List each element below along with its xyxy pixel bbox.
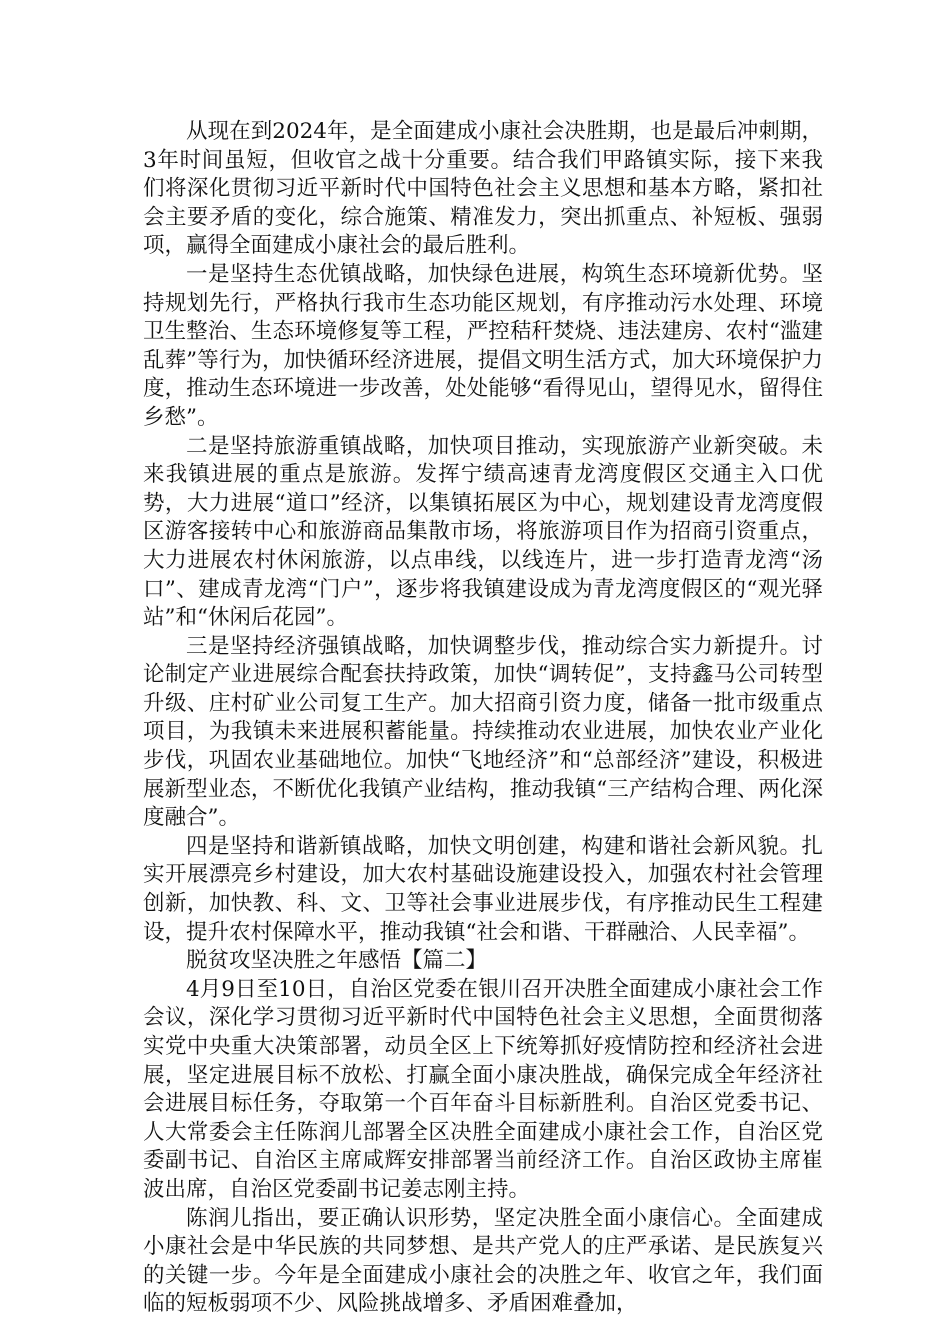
paragraph-economy-strategy: 三是坚持经济强镇战略，加快调整步伐，推动综合实力新提升。讨论制定产业进展综合配套扶持政策，加快“调转促”，支持鑫马公司转型升级、庄村矿业公司复工生产。加大招商引资力度，储备一批市级重点项目，为我镇未来进展积蓄能量。持续推动农业进展，加快农业产业化步伐，巩固农业基础地位。加快“飞地经济”和“总部经济”建设，积极进展新型业态，不断优化我镇产业结构，推动我镇“三产结构合理、两化深度融合”。 (143, 633, 823, 831)
paragraph-chen-runer: 陈润儿指出，要正确认识形势，坚定决胜全面小康信心。全面建成小康社会是中华民族的共同梦想、是共产党人的庄严承诺、是民族复兴的关键一步。今年是全面建成小康社会的决胜之年、收官之年，我们面临的短板弱项不少、风险挑战增多、矛盾困难叠加， (143, 1205, 823, 1317)
paragraph-ecology-strategy: 一是坚持生态优镇战略，加快绿色进展，构筑生态环境新优势。坚持规划先行，严格执行我市生态功能区规划，有序推动污水处理、环境卫生整治、生态环境修复等工程，严控秸秆焚烧、违法建房、农村“滥建乱葬”等行为，加快循环经济进展，提倡文明生活方式，加大环境保护力度，推动生态环境进一步改善，处处能够“看得见山，望得见水，留得住乡愁”。 (143, 261, 823, 430)
paragraph-harmony-strategy: 四是坚持和谐新镇战略，加快文明创建，构建和谐社会新风貌。扎实开展漂亮乡村建设，加大农村基础设施建设投入，加强农村社会管理创新，加快教、科、文、卫等社会事业进展步伐，有序推动民生工程建设，提升农村保障水平，推动我镇“社会和谐、干群融洽、人民幸福”。 (143, 833, 823, 945)
paragraph-meeting: 4月9日至10日，自治区党委在银川召开决胜全面建成小康社会工作会议，深化学习贯彻习近平新时代中国特色社会主义思想，全面贯彻落实党中央重大决策部署，动员全区上下统筹抓好疫情防控和经济社会进展，坚定进展目标不放松、打赢全面小康决胜战，确保完成全年经济社会进展目标任务，夺取第一个百年奋斗目标新胜利。自治区党委书记、人大常委会主任陈润儿部署全区决胜全面建成小康社会工作，自治区党委副书记、自治区主席咸辉安排部署当前经济工作。自治区政协主席崔波出席，自治区党委副书记姜志刚主持。 (143, 976, 823, 1202)
paragraph-tourism-strategy: 二是坚持旅游重镇战略，加快项目推动，实现旅游产业新突破。未来我镇进展的重点是旅游。发挥宁绩高速青龙湾度假区交通主入口优势，大力进展“道口”经济，以集镇拓展区为中心，规划建设青龙湾度假区游客接转中心和旅游商品集散市场，将旅游项目作为招商引资重点，大力进展农村休闲旅游，以点串线，以线连片，进一步打造青龙湾“汤口”、建成青龙湾“门户”，逐步将我镇建设成为青龙湾度假区的“观光驿站”和“休闲后花园”。 (143, 433, 823, 631)
paragraph-intro: 从现在到2024年，是全面建成小康社会决胜期，也是最后冲刺期，3年时间虽短，但收官之战十分重要。结合我们甲路镇实际，接下来我们将深化贯彻习近平新时代中国特色社会主义思想和基本方略，紧扣社会主要矛盾的变化，综合施策、精准发力，突出抓重点、补短板、强弱项，赢得全面建成小康社会的最后胜利。 (143, 119, 823, 259)
document-body (143, 118, 823, 1319)
section-heading: 脱贫攻坚决胜之年感悟【篇二】 (186, 948, 488, 974)
